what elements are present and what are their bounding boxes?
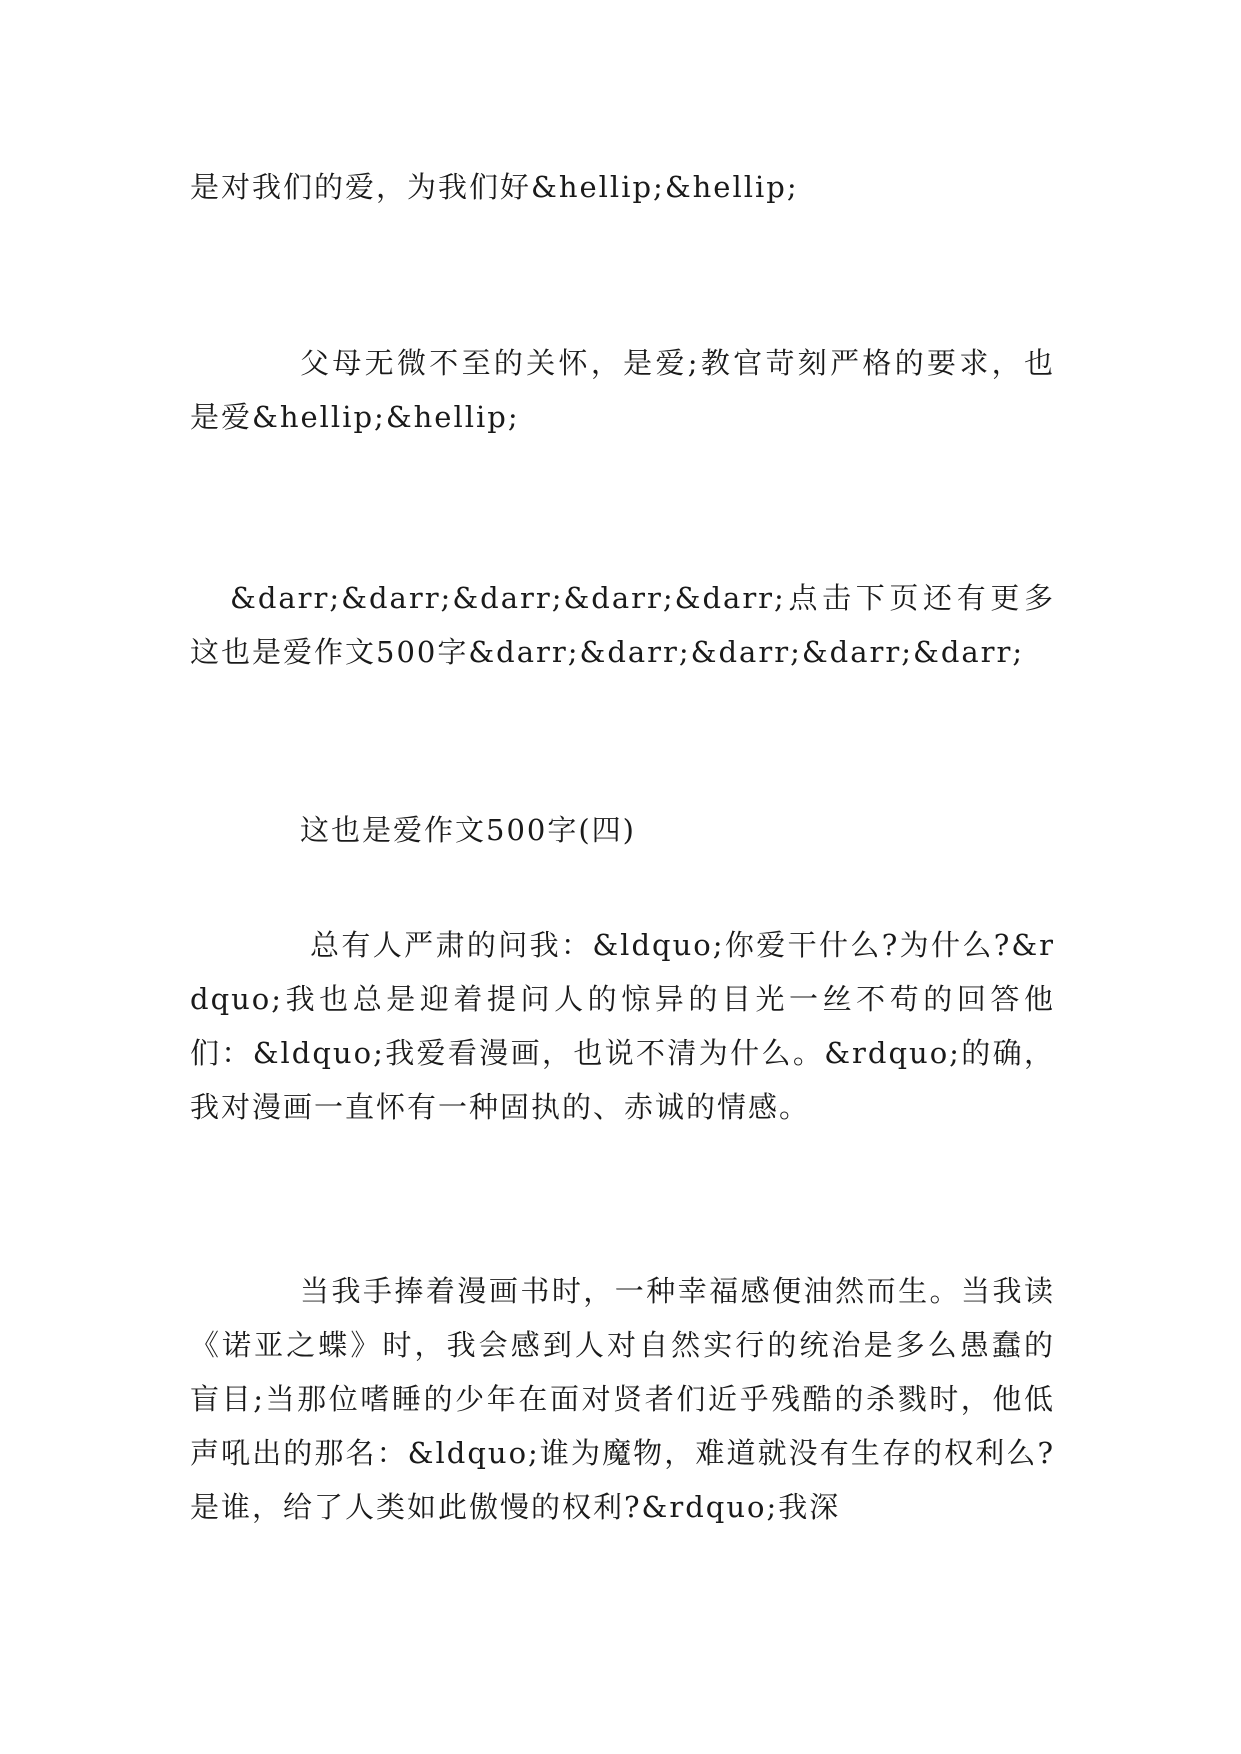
paragraph-3: &darr;&darr;&darr;&darr;&darr;点击下页还有更多这也是爱作文500字&darr;&darr;&darr;&darr;&darr; bbox=[190, 581, 1055, 669]
section-heading: 这也是爱作文500字(四) bbox=[300, 813, 636, 847]
paragraph-2: 父母无微不至的关怀，是爱;教官苛刻严格的要求，也是爱&hellip;&hellip; bbox=[190, 346, 1055, 434]
paragraph-6: 当我手捧着漫画书时，一种幸福感便油然而生。当我读《诺亚之蝶》时，我会感到人对自然实行的统治是多么愚蠢的盲目;当那位嗜睡的少年在面对贤者们近乎残酷的杀戮时，他低声吼出的那名：&ldquo;谁为魔物，难道就没有生存的权利么?是谁，给了人类如此傲慢的权利?&rdquo;我深 bbox=[190, 1274, 1055, 1524]
paragraph-5: 总有人严肃的问我：&ldquo;你爱干什么?为什么?&rdquo;我也总是迎着提问人的惊异的目光一丝不苟的回答他们：&ldquo;我爱看漫画，也说不清为什么。&rdquo;的确，我对漫画一直怀有一种固执的、赤诚的情感。 bbox=[190, 928, 1055, 1124]
paragraph-1: 是对我们的爱，为我们好&hellip;&hellip; bbox=[190, 170, 799, 204]
